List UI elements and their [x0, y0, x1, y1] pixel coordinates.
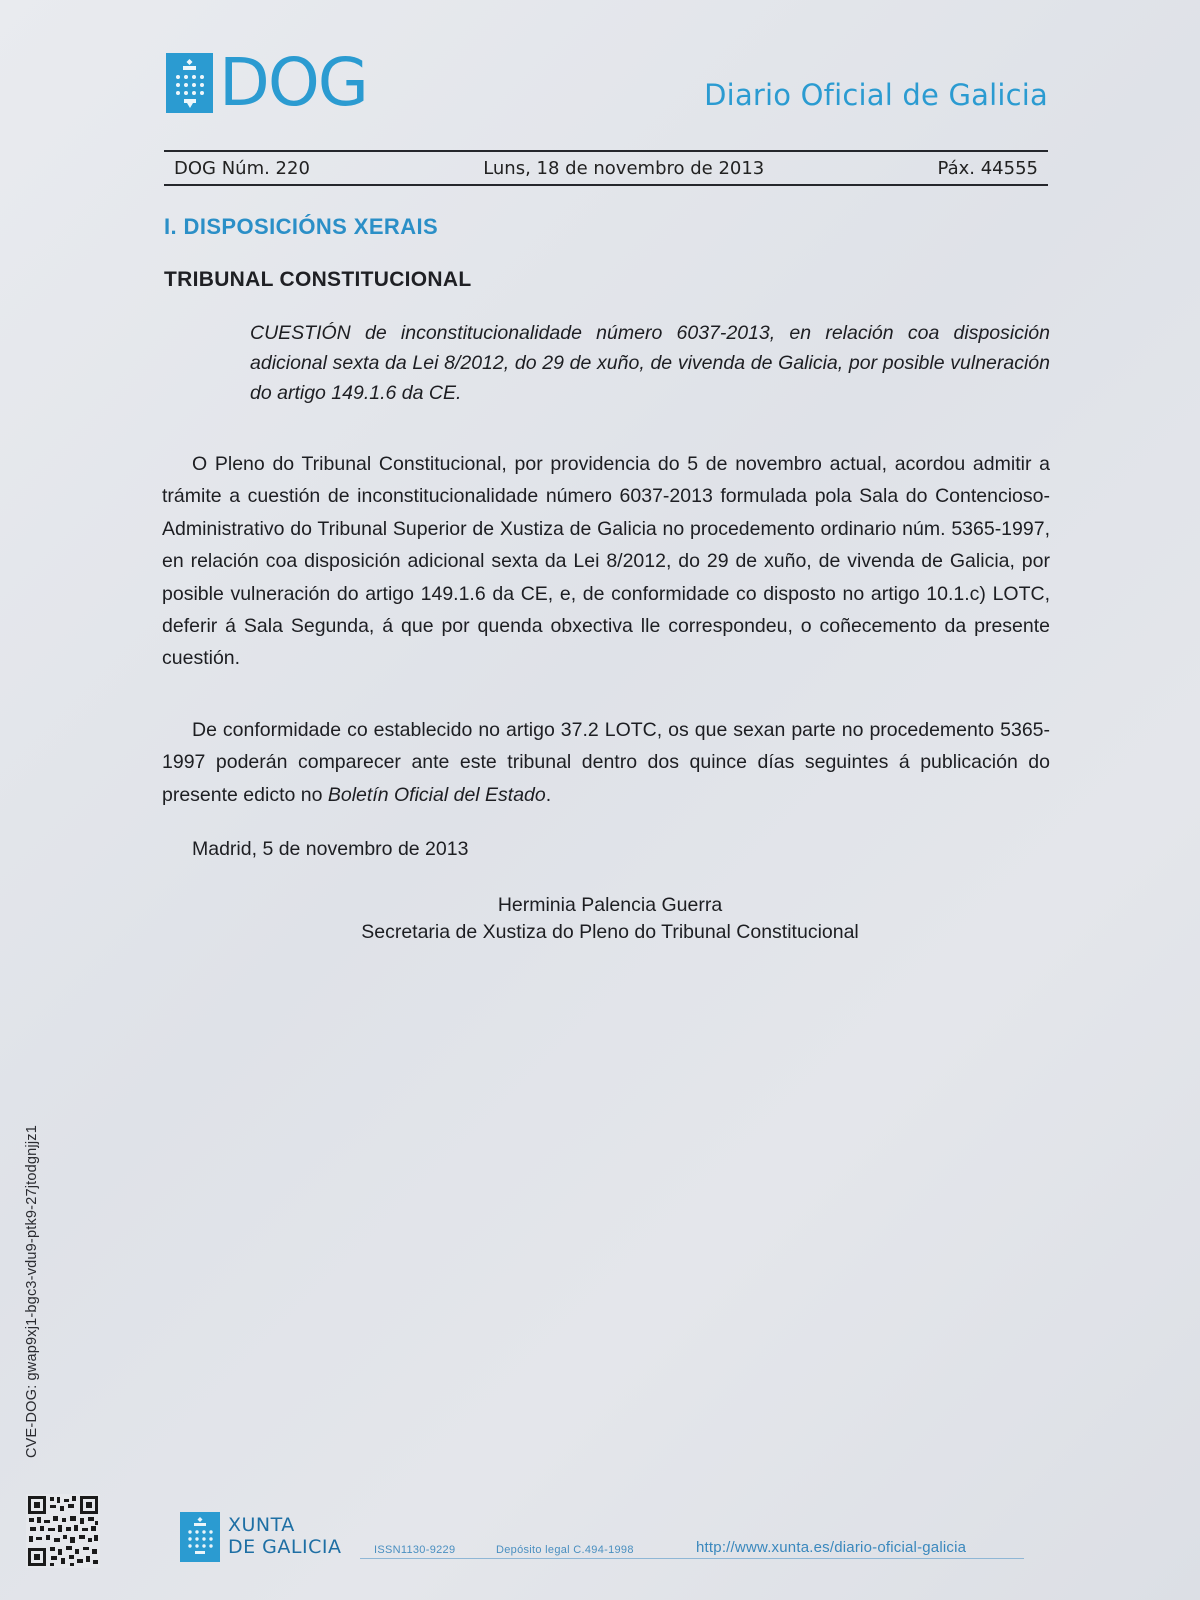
qr-code-icon [26, 1494, 100, 1568]
body-paragraph-1: O Pleno do Tribunal Constitucional, por providencia do 5 de novembro actual, acordou admitir a trámite a cuestión de inconstitucionalidade número 6037-2013 formulada pola Sala do Contencioso-Administrativo do Tribunal Superior de Xustiza de Galicia no procedemento ordinario núm. 5365-1997, en relación coa disposición adicional sexta da Lei 8/2012, do 29 de xuño, de vivenda de Galicia, por posible vulneración do artigo 149.1.6 da CE, e, de conformidade co disposto no artigo 10.1.c) LOTC, deferir á Sala Segunda, á que por quenda obxectiva lle correspondeu, o coñecemento da presente cuestión. [162, 453, 1050, 670]
xunta-name [228, 1514, 341, 1558]
xunta-line-2: DE GALICIA [228, 1536, 342, 1558]
dog-logo [166, 44, 367, 121]
footer-rule [360, 1558, 1024, 1559]
boe-reference: Boletín Oficial del Estado [327, 783, 546, 806]
signatory-position: Secretaria de Xustiza do Pleno do Tribunal Constitucional [361, 921, 859, 943]
organization-heading: TRIBUNAL CONSTITUCIONAL [164, 268, 472, 291]
footer [180, 1512, 1050, 1562]
cve-code: CVE-DOG: gwap9xj1-bgc3-vdu9-ptk9-27jtodgnjjz1 [24, 1125, 40, 1458]
legal-deposit: Depósito legal C.494-1998 [496, 1544, 634, 1556]
place-date: Madrid, 5 de novembro de 2013 [192, 838, 469, 860]
section-heading: I. DISPOSICIÓNS XERAIS [164, 214, 439, 239]
xunta-emblem-icon [180, 1512, 220, 1562]
xunta-line-1: XUNTA [228, 1514, 295, 1536]
logo-text: DOG [219, 44, 367, 121]
body-paragraph-2 [162, 714, 1050, 811]
publication-title: Diario Oficial de Galicia [704, 78, 1048, 112]
galicia-emblem-icon [166, 53, 213, 113]
issue-date: Luns, 18 de novembro de 2013 [483, 157, 765, 179]
issn: ISSN1130-9229 [374, 1544, 456, 1556]
signatory [250, 892, 970, 946]
paragraph-2-text: De conformidade co establecido no artigo 37.2 LOTC, os que sexan parte no procedemento 5365-1997 poderán comparecer ante este tribunal dentro dos quince días seguintes á publicación do presente edicto no [162, 719, 1050, 806]
page-number: Páx. 44555 [937, 157, 1038, 179]
footer-url: http://www.xunta.es/diario-oficial-galicia [696, 1539, 967, 1556]
paragraph-2-end: . [545, 783, 552, 806]
issue-bar [164, 150, 1048, 186]
summary-text: CUESTIÓN de inconstitucionalidade número 6037-2013, en relación coa disposición adicional sexta da Lei 8/2012, do 29 de xuño, de vivenda de Galicia, por posible vulneración do artigo 149.1.6 da CE. [250, 322, 1050, 404]
issue-number: DOG Núm. 220 [174, 157, 310, 179]
signatory-name: Herminia Palencia Guerra [497, 894, 723, 916]
